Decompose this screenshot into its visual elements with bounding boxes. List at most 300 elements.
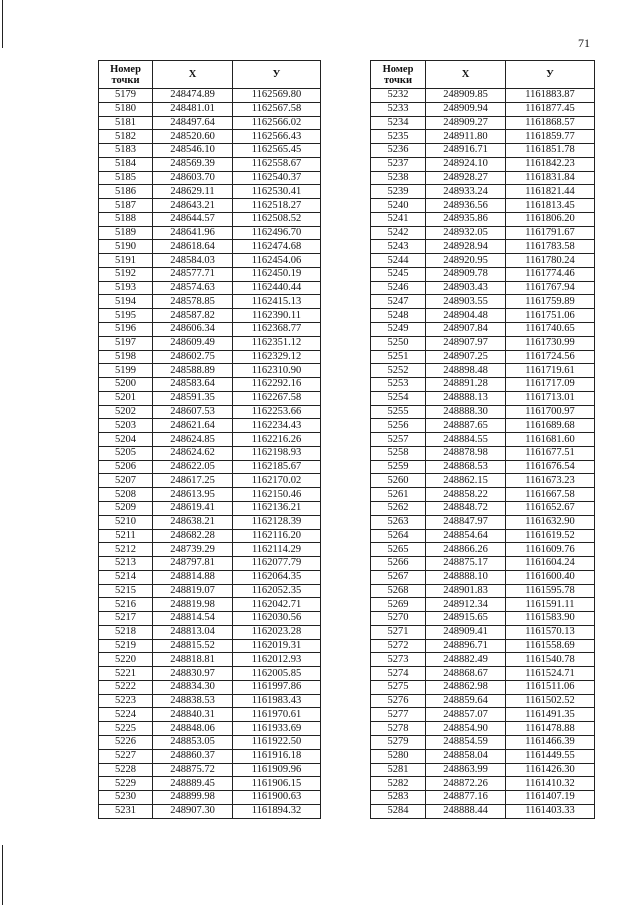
cell-point-number: 5262: [371, 501, 426, 515]
cell-point-number: 5211: [99, 529, 153, 543]
cell-x: 248903.43: [426, 281, 506, 295]
cell-y: 1161700.97: [506, 405, 595, 419]
cell-x: 248641.96: [153, 226, 233, 240]
cell-y: 1161619.52: [506, 529, 595, 543]
cell-y: 1161783.58: [506, 240, 595, 254]
cell-x: 248603.70: [153, 171, 233, 185]
cell-x: 248629.11: [153, 185, 233, 199]
cell-y: 1162077.79: [233, 557, 321, 571]
cell-x: 248834.30: [153, 680, 233, 694]
cell-x: 248888.13: [426, 391, 506, 405]
table-row: [371, 735, 595, 749]
table-row: [371, 419, 595, 433]
table-row: [371, 185, 595, 199]
table-row: [99, 667, 321, 681]
cell-point-number: 5275: [371, 680, 426, 694]
cell-point-number: 5213: [99, 557, 153, 571]
cell-y: 1162150.46: [233, 488, 321, 502]
table-row: [99, 405, 321, 419]
table-row: [371, 722, 595, 736]
cell-y: 1162566.02: [233, 116, 321, 130]
cell-point-number: 5196: [99, 323, 153, 337]
table-row: [371, 598, 595, 612]
cell-y: 1162454.06: [233, 254, 321, 268]
cell-x: 248624.85: [153, 433, 233, 447]
table-row: [371, 323, 595, 337]
cell-y: 1162540.37: [233, 171, 321, 185]
cell-y: 1161906.15: [233, 777, 321, 791]
cell-y: 1161524.71: [506, 667, 595, 681]
coordinates-table-left: [98, 60, 321, 819]
cell-x: 248862.15: [426, 474, 506, 488]
cell-y: 1162234.43: [233, 419, 321, 433]
cell-y: 1161540.78: [506, 653, 595, 667]
table-row: [99, 254, 321, 268]
table-row: [99, 185, 321, 199]
cell-point-number: 5253: [371, 378, 426, 392]
cell-point-number: 5250: [371, 336, 426, 350]
cell-point-number: 5217: [99, 612, 153, 626]
cell-y: 1161791.67: [506, 226, 595, 240]
cell-point-number: 5264: [371, 529, 426, 543]
table-row: [99, 171, 321, 185]
cell-point-number: 5271: [371, 625, 426, 639]
cell-point-number: 5245: [371, 267, 426, 281]
cell-point-number: 5243: [371, 240, 426, 254]
cell-y: 1162042.71: [233, 598, 321, 612]
cell-point-number: 5272: [371, 639, 426, 653]
cell-x: 248797.81: [153, 557, 233, 571]
cell-point-number: 5231: [99, 804, 153, 818]
cell-x: 248858.04: [426, 749, 506, 763]
cell-point-number: 5203: [99, 419, 153, 433]
table-row: [99, 130, 321, 144]
cell-y: 1161983.43: [233, 694, 321, 708]
cell-y: 1161583.90: [506, 612, 595, 626]
table-row: [371, 281, 595, 295]
table-row: [371, 378, 595, 392]
cell-x: 248591.35: [153, 391, 233, 405]
cell-x: 248617.25: [153, 474, 233, 488]
cell-y: 1161652.67: [506, 501, 595, 515]
table-body-right: [371, 89, 595, 819]
table-row: [99, 281, 321, 295]
cell-point-number: 5221: [99, 667, 153, 681]
cell-point-number: 5200: [99, 378, 153, 392]
cell-point-number: 5266: [371, 557, 426, 571]
cell-point-number: 5184: [99, 157, 153, 171]
cell-y: 1162064.35: [233, 570, 321, 584]
cell-y: 1162023.28: [233, 625, 321, 639]
cell-x: 248878.98: [426, 446, 506, 460]
table-row: [99, 570, 321, 584]
cell-point-number: 5201: [99, 391, 153, 405]
cell-point-number: 5224: [99, 708, 153, 722]
table-row: [371, 557, 595, 571]
cell-point-number: 5223: [99, 694, 153, 708]
cell-y: 1161410.32: [506, 777, 595, 791]
page-edge-mark-top: [2, 0, 3, 48]
cell-point-number: 5208: [99, 488, 153, 502]
table-header-row: [371, 61, 595, 89]
cell-point-number: 5244: [371, 254, 426, 268]
cell-y: 1161681.60: [506, 433, 595, 447]
cell-x: 248574.63: [153, 281, 233, 295]
cell-x: 248901.83: [426, 584, 506, 598]
cell-point-number: 5261: [371, 488, 426, 502]
header-point-number: Номер точки: [371, 61, 426, 89]
table-row: [371, 171, 595, 185]
table-row: [99, 116, 321, 130]
cell-x: 248621.64: [153, 419, 233, 433]
cell-y: 1161600.40: [506, 570, 595, 584]
table-row: [371, 653, 595, 667]
cell-point-number: 5237: [371, 157, 426, 171]
cell-y: 1162170.02: [233, 474, 321, 488]
table-row: [371, 460, 595, 474]
cell-point-number: 5186: [99, 185, 153, 199]
cell-point-number: 5182: [99, 130, 153, 144]
table-row: [371, 364, 595, 378]
cell-y: 1161676.54: [506, 460, 595, 474]
table-row: [99, 378, 321, 392]
cell-y: 1162114.29: [233, 543, 321, 557]
cell-y: 1162390.11: [233, 309, 321, 323]
cell-x: 248609.49: [153, 336, 233, 350]
cell-x: 248909.41: [426, 625, 506, 639]
cell-x: 248739.29: [153, 543, 233, 557]
cell-y: 1162329.12: [233, 350, 321, 364]
cell-x: 248602.75: [153, 350, 233, 364]
cell-point-number: 5193: [99, 281, 153, 295]
cell-y: 1161449.55: [506, 749, 595, 763]
table-row: [371, 295, 595, 309]
cell-y: 1161558.69: [506, 639, 595, 653]
table-row: [371, 226, 595, 240]
cell-x: 248853.05: [153, 735, 233, 749]
table-row: [371, 584, 595, 598]
cell-y: 1162253.66: [233, 405, 321, 419]
table-row: [371, 474, 595, 488]
table-row: [99, 639, 321, 653]
cell-point-number: 5216: [99, 598, 153, 612]
cell-y: 1162005.85: [233, 667, 321, 681]
table-row: [99, 791, 321, 805]
table-row: [99, 612, 321, 626]
cell-x: 248907.84: [426, 323, 506, 337]
cell-x: 248888.44: [426, 804, 506, 818]
cell-x: 248847.97: [426, 515, 506, 529]
cell-x: 248606.34: [153, 323, 233, 337]
cell-x: 248857.07: [426, 708, 506, 722]
cell-y: 1161491.35: [506, 708, 595, 722]
table-row: [371, 89, 595, 103]
header-y: У: [506, 61, 595, 89]
table-row: [371, 625, 595, 639]
table-row: [371, 763, 595, 777]
cell-point-number: 5260: [371, 474, 426, 488]
cell-point-number: 5195: [99, 309, 153, 323]
cell-point-number: 5273: [371, 653, 426, 667]
table-row: [99, 199, 321, 213]
cell-y: 1161502.52: [506, 694, 595, 708]
cell-x: 248903.55: [426, 295, 506, 309]
cell-x: 248916.71: [426, 144, 506, 158]
table-row: [371, 708, 595, 722]
cell-x: 248868.67: [426, 667, 506, 681]
cell-x: 248854.90: [426, 722, 506, 736]
table-row: [99, 102, 321, 116]
cell-y: 1161877.45: [506, 102, 595, 116]
table-row: [99, 446, 321, 460]
cell-x: 248907.30: [153, 804, 233, 818]
cell-point-number: 5207: [99, 474, 153, 488]
cell-y: 1162185.67: [233, 460, 321, 474]
cell-y: 1161403.33: [506, 804, 595, 818]
cell-y: 1161933.69: [233, 722, 321, 736]
table-row: [99, 364, 321, 378]
cell-point-number: 5238: [371, 171, 426, 185]
table-row: [99, 474, 321, 488]
cell-y: 1161900.63: [233, 791, 321, 805]
table-row: [371, 130, 595, 144]
cell-y: 1162198.93: [233, 446, 321, 460]
cell-x: 248872.26: [426, 777, 506, 791]
cell-point-number: 5235: [371, 130, 426, 144]
cell-point-number: 5185: [99, 171, 153, 185]
cell-x: 248644.57: [153, 212, 233, 226]
cell-x: 248887.65: [426, 419, 506, 433]
cell-point-number: 5284: [371, 804, 426, 818]
cell-x: 248860.37: [153, 749, 233, 763]
cell-y: 1162292.16: [233, 378, 321, 392]
header-x: X: [426, 61, 506, 89]
table-row: [371, 336, 595, 350]
cell-point-number: 5230: [99, 791, 153, 805]
cell-y: 1161774.46: [506, 267, 595, 281]
cell-point-number: 5236: [371, 144, 426, 158]
cell-y: 1161970.61: [233, 708, 321, 722]
cell-x: 248643.21: [153, 199, 233, 213]
table-row: [99, 584, 321, 598]
cell-x: 248618.64: [153, 240, 233, 254]
cell-x: 248904.48: [426, 309, 506, 323]
cell-point-number: 5192: [99, 267, 153, 281]
cell-point-number: 5241: [371, 212, 426, 226]
cell-x: 248854.59: [426, 735, 506, 749]
cell-point-number: 5228: [99, 763, 153, 777]
cell-x: 248474.89: [153, 89, 233, 103]
cell-x: 248815.52: [153, 639, 233, 653]
cell-y: 1162351.12: [233, 336, 321, 350]
table-row: [99, 529, 321, 543]
cell-x: 248546.10: [153, 144, 233, 158]
table-row: [371, 157, 595, 171]
table-row: [99, 212, 321, 226]
table-row: [99, 309, 321, 323]
cell-y: 1162128.39: [233, 515, 321, 529]
cell-y: 1162012.93: [233, 653, 321, 667]
cell-point-number: 5255: [371, 405, 426, 419]
cell-y: 1161813.45: [506, 199, 595, 213]
cell-x: 248840.31: [153, 708, 233, 722]
cell-point-number: 5234: [371, 116, 426, 130]
cell-x: 248818.81: [153, 653, 233, 667]
cell-y: 1161595.78: [506, 584, 595, 598]
cell-point-number: 5222: [99, 680, 153, 694]
cell-x: 248877.16: [426, 791, 506, 805]
table-row: [99, 653, 321, 667]
cell-point-number: 5215: [99, 584, 153, 598]
cell-point-number: 5269: [371, 598, 426, 612]
cell-point-number: 5246: [371, 281, 426, 295]
cell-x: 248814.54: [153, 612, 233, 626]
cell-point-number: 5214: [99, 570, 153, 584]
cell-x: 248909.85: [426, 89, 506, 103]
cell-y: 1161689.68: [506, 419, 595, 433]
cell-point-number: 5268: [371, 584, 426, 598]
cell-point-number: 5252: [371, 364, 426, 378]
table-row: [99, 419, 321, 433]
table-row: [99, 350, 321, 364]
cell-point-number: 5248: [371, 309, 426, 323]
cell-x: 248891.28: [426, 378, 506, 392]
cell-y: 1161466.39: [506, 735, 595, 749]
cell-x: 248813.04: [153, 625, 233, 639]
table-row: [371, 667, 595, 681]
cell-y: 1161759.89: [506, 295, 595, 309]
cell-y: 1161667.58: [506, 488, 595, 502]
cell-x: 248819.98: [153, 598, 233, 612]
cell-y: 1162508.52: [233, 212, 321, 226]
cell-point-number: 5212: [99, 543, 153, 557]
cell-y: 1162565.45: [233, 144, 321, 158]
cell-y: 1162566.43: [233, 130, 321, 144]
cell-y: 1162518.27: [233, 199, 321, 213]
table-row: [371, 433, 595, 447]
table-body-left: [99, 89, 321, 819]
table-row: [371, 543, 595, 557]
cell-y: 1161751.06: [506, 309, 595, 323]
cell-point-number: 5202: [99, 405, 153, 419]
cell-x: 248814.88: [153, 570, 233, 584]
header-y: У: [233, 61, 321, 89]
cell-y: 1161859.77: [506, 130, 595, 144]
cell-x: 248863.99: [426, 763, 506, 777]
cell-y: 1162530.41: [233, 185, 321, 199]
cell-y: 1162136.21: [233, 501, 321, 515]
cell-point-number: 5282: [371, 777, 426, 791]
cell-point-number: 5270: [371, 612, 426, 626]
cell-point-number: 5240: [371, 199, 426, 213]
cell-point-number: 5209: [99, 501, 153, 515]
cell-y: 1162052.35: [233, 584, 321, 598]
table-row: [99, 226, 321, 240]
cell-x: 248888.10: [426, 570, 506, 584]
cell-point-number: 5204: [99, 433, 153, 447]
cell-x: 248928.94: [426, 240, 506, 254]
table-row: [99, 722, 321, 736]
cell-point-number: 5226: [99, 735, 153, 749]
cell-point-number: 5279: [371, 735, 426, 749]
cell-y: 1161922.50: [233, 735, 321, 749]
cell-point-number: 5227: [99, 749, 153, 763]
cell-y: 1161894.32: [233, 804, 321, 818]
table-row: [99, 735, 321, 749]
table-row: [99, 804, 321, 818]
cell-point-number: 5242: [371, 226, 426, 240]
cell-point-number: 5283: [371, 791, 426, 805]
cell-x: 248909.78: [426, 267, 506, 281]
cell-y: 1161997.86: [233, 680, 321, 694]
cell-x: 248588.89: [153, 364, 233, 378]
cell-point-number: 5199: [99, 364, 153, 378]
table-row: [371, 254, 595, 268]
cell-point-number: 5232: [371, 89, 426, 103]
table-row: [371, 515, 595, 529]
cell-point-number: 5183: [99, 144, 153, 158]
table-row: [371, 749, 595, 763]
cell-y: 1161591.11: [506, 598, 595, 612]
table-row: [99, 543, 321, 557]
cell-x: 248619.41: [153, 501, 233, 515]
cell-point-number: 5180: [99, 102, 153, 116]
cell-y: 1162474.68: [233, 240, 321, 254]
table-row: [371, 212, 595, 226]
cell-y: 1161916.18: [233, 749, 321, 763]
table-row: [99, 323, 321, 337]
cell-x: 248928.27: [426, 171, 506, 185]
cell-point-number: 5194: [99, 295, 153, 309]
page-edge-mark-bottom: [2, 845, 3, 905]
table-row: [371, 529, 595, 543]
cell-y: 1162440.44: [233, 281, 321, 295]
cell-point-number: 5189: [99, 226, 153, 240]
table-row: [99, 460, 321, 474]
cell-point-number: 5205: [99, 446, 153, 460]
cell-x: 248875.17: [426, 557, 506, 571]
table-row: [371, 144, 595, 158]
table-row: [99, 515, 321, 529]
cell-y: 1162267.58: [233, 391, 321, 405]
cell-point-number: 5256: [371, 419, 426, 433]
cell-y: 1161730.99: [506, 336, 595, 350]
cell-x: 248884.55: [426, 433, 506, 447]
cell-point-number: 5197: [99, 336, 153, 350]
cell-point-number: 5277: [371, 708, 426, 722]
cell-y: 1161717.09: [506, 378, 595, 392]
cell-y: 1161511.06: [506, 680, 595, 694]
cell-y: 1161806.20: [506, 212, 595, 226]
cell-y: 1161868.57: [506, 116, 595, 130]
cell-y: 1161767.94: [506, 281, 595, 295]
table-row: [99, 89, 321, 103]
cell-point-number: 5263: [371, 515, 426, 529]
cell-x: 248932.05: [426, 226, 506, 240]
cell-y: 1162368.77: [233, 323, 321, 337]
cell-point-number: 5276: [371, 694, 426, 708]
cell-point-number: 5265: [371, 543, 426, 557]
cell-point-number: 5233: [371, 102, 426, 116]
cell-point-number: 5191: [99, 254, 153, 268]
table-row: [371, 570, 595, 584]
cell-point-number: 5280: [371, 749, 426, 763]
cell-point-number: 5179: [99, 89, 153, 103]
cell-y: 1161851.78: [506, 144, 595, 158]
cell-x: 248911.80: [426, 130, 506, 144]
cell-point-number: 5239: [371, 185, 426, 199]
cell-point-number: 5254: [371, 391, 426, 405]
